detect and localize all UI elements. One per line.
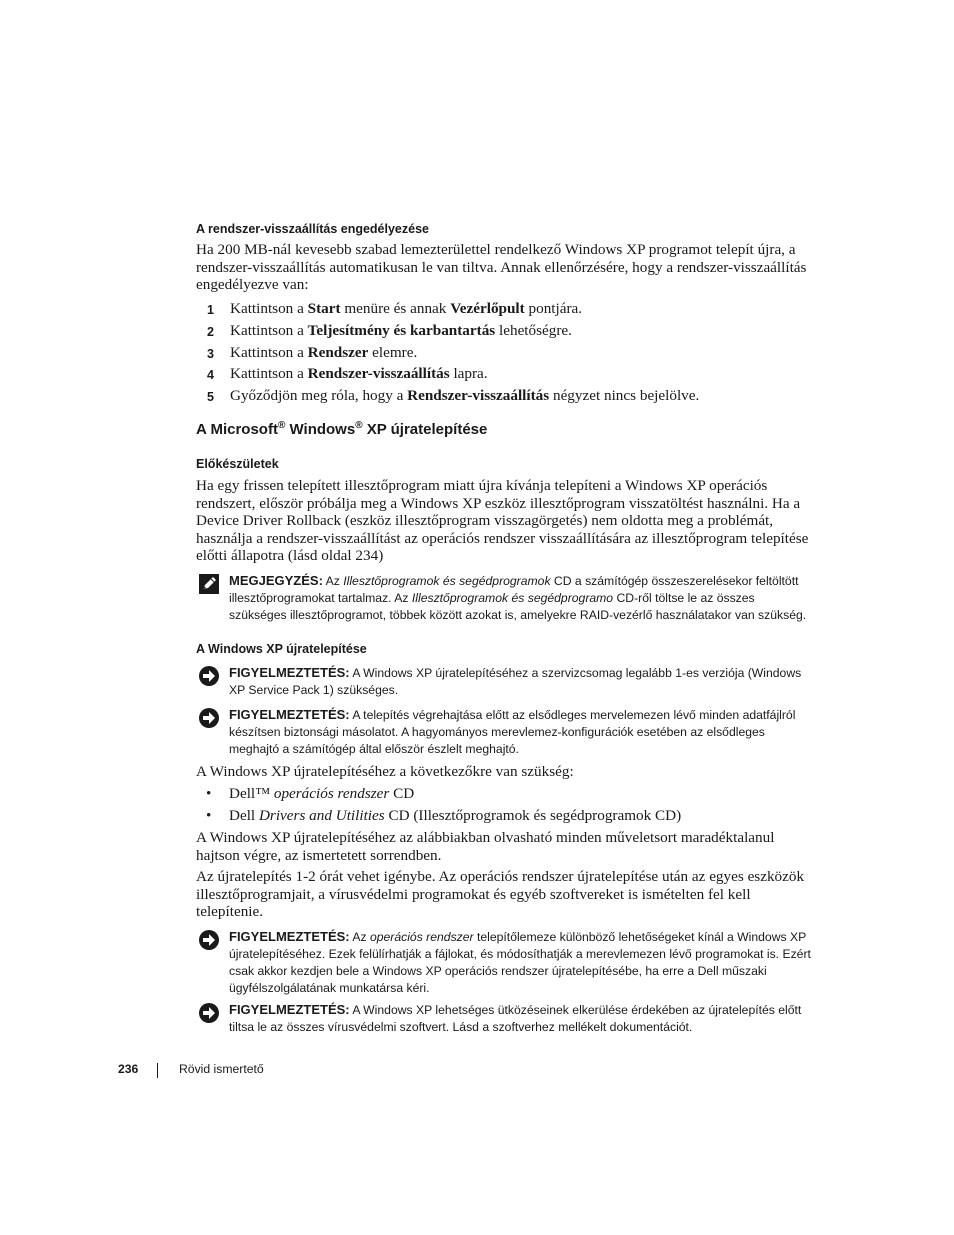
- arrow-circle-warning-icon: [198, 665, 220, 687]
- footer-title: Rövid ismertető: [179, 1062, 264, 1076]
- warning-label: FIGYELMEZTETÉS:: [229, 665, 350, 680]
- arrow-circle-warning-icon: [198, 929, 220, 951]
- footer-divider: [157, 1063, 158, 1078]
- subheading-preparation: Előkészületek: [196, 457, 279, 471]
- intro-paragraph: Ha 200 MB-nál kevesebb szabad lemezterülettel rendelkező Windows XP programot telepít újra, a rendszer-visszaállítás automatikusan le van tiltva. Annak ellenőrzésére, hogy a rendszer-visszaállítás engedélyezve van:: [196, 241, 807, 294]
- arrow-circle-warning-icon: [198, 1002, 220, 1024]
- step-item: 5 Győződjön meg róla, hogy a Rendszer-visszaállítás négyzet nincs bejelölve.: [196, 386, 816, 408]
- duration-paragraph: Az újratelepítés 1-2 órát vehet igénybe. Az operációs rendszer újratelepítése után az egyes eszközök illesztőprogramjait, a vírusvédelmi programokat és egyéb szoftvereket is ismételten fel kell telepítenie.: [196, 868, 805, 921]
- warning-text: FIGYELMEZTETÉS: A telepítés végrehajtása előtt az elsődleges mervelemezen lévő minden adatfájlról készítsen biztonsági másolatot. A hagyományos merevlemez-konfigurációk esetében az elsődleges meghajtó a számítógép által először észlelt meghajtó.: [229, 707, 796, 756]
- arrow-circle-warning-icon: [198, 707, 220, 729]
- warning-text: FIGYELMEZTETÉS: A Windows XP lehetséges ütközéseinek elkerülése érdekében az újratelepítés előtt tiltsa le az összes vírusvédelmi szoftvert. Lásd a szoftverhez mellékelt dokumentációt.: [229, 1002, 802, 1034]
- subheading-reinstall-xp: A Windows XP újratelepítése: [196, 642, 367, 656]
- step-item: 3 Kattintson a Rendszer elemre.: [196, 343, 816, 365]
- step-number: 3: [207, 346, 214, 361]
- warning-label: FIGYELMEZTETÉS:: [229, 929, 350, 944]
- section-heading-system-restore: A rendszer-visszaállítás engedélyezése: [196, 222, 429, 236]
- step-item: 2 Kattintson a Teljesítmény és karbantartás lehetőségre.: [196, 321, 816, 343]
- page-number: 236: [118, 1062, 139, 1076]
- step-item: 1 Kattintson a Start menüre és annak Vezérlőpult pontjára.: [196, 299, 816, 321]
- list-item: • Dell™ operációs rendszer CD: [206, 785, 415, 802]
- order-paragraph: A Windows XP újratelepítéséhez az alábbiakban olvasható minden műveletsort maradéktalanul hajtson végre, az ismertetett sorrendben.: [196, 829, 775, 864]
- note-text: MEGJEGYZÉS: Az Illesztőprogramok és segédprogramok CD a számítógép összeszerelésekor feltöltött illesztőprogramokat tartalmaz. Az Illesztőprogramok és segédprogramo CD-ről töltse le az összes szükséges illesztőprogramot, többek között azokat is, amelyekre RAID-vezérlő használatakor van szükség.: [229, 573, 807, 622]
- menu-start: Start: [307, 300, 341, 317]
- step-number: 1: [207, 303, 214, 317]
- step-number: 2: [207, 324, 214, 339]
- list-item: • Dell Drivers and Utilities CD (Illesztőprogramok és segédprogramok CD): [206, 806, 682, 824]
- preparation-paragraph: Ha egy frissen telepített illesztőprogram miatt újra kívánja telepíteni a Windows XP operációs rendszert, először próbálja meg a Windows XP eszköz illesztőprogram visszatöltést használni. Ha a Device Driver Rollback (eszköz illesztőprogram visszagörgetés) nem oldotta meg a problémát, használja a rendszer-visszaállítást az operációs rendszer visszaállítására az illesztőprogram telepítése előtti állapotra (lásd oldal 234): [196, 477, 809, 565]
- note-label: MEGJEGYZÉS:: [229, 573, 323, 588]
- warning-text: FIGYELMEZTETÉS: A Windows XP újratelepítéséhez a szervizcsomag legalább 1-es verziója (Windows XP Service Pack 1) szükséges.: [229, 665, 802, 697]
- menu-control-panel: Vezérlőpult: [450, 300, 525, 317]
- step-number: 4: [207, 368, 214, 383]
- steps-list: [196, 299, 816, 408]
- warning-label: FIGYELMEZTETÉS:: [229, 1002, 350, 1017]
- warning-label: FIGYELMEZTETÉS:: [229, 707, 350, 722]
- pencil-note-icon: [198, 573, 220, 595]
- step-number: 5: [207, 390, 214, 405]
- section-heading-reinstall: A Microsoft® Windows® XP újratelepítése: [196, 420, 488, 438]
- requirements-list: [196, 784, 816, 827]
- step-item: 4 Kattintson a Rendszer-visszaállítás lapra.: [196, 364, 816, 386]
- requirements-intro: A Windows XP újratelepítéséhez a következőkre van szükség:: [196, 763, 574, 780]
- warning-text: FIGYELMEZTETÉS: Az operációs rendszer telepítőlemeze különböző lehetőségeket kínál a Windows XP újratelepítéséhez. Ezek felülírhatják a fájlokat, és módosíthatják a merevlemezen lévő programokat is. Ezért csak akkor kezdjen bele a Windows XP operációs rendszer újratelepítésébe, ha erre a Dell műszaki ügyfélszolgálatának munkatársa kéri.: [229, 929, 811, 995]
